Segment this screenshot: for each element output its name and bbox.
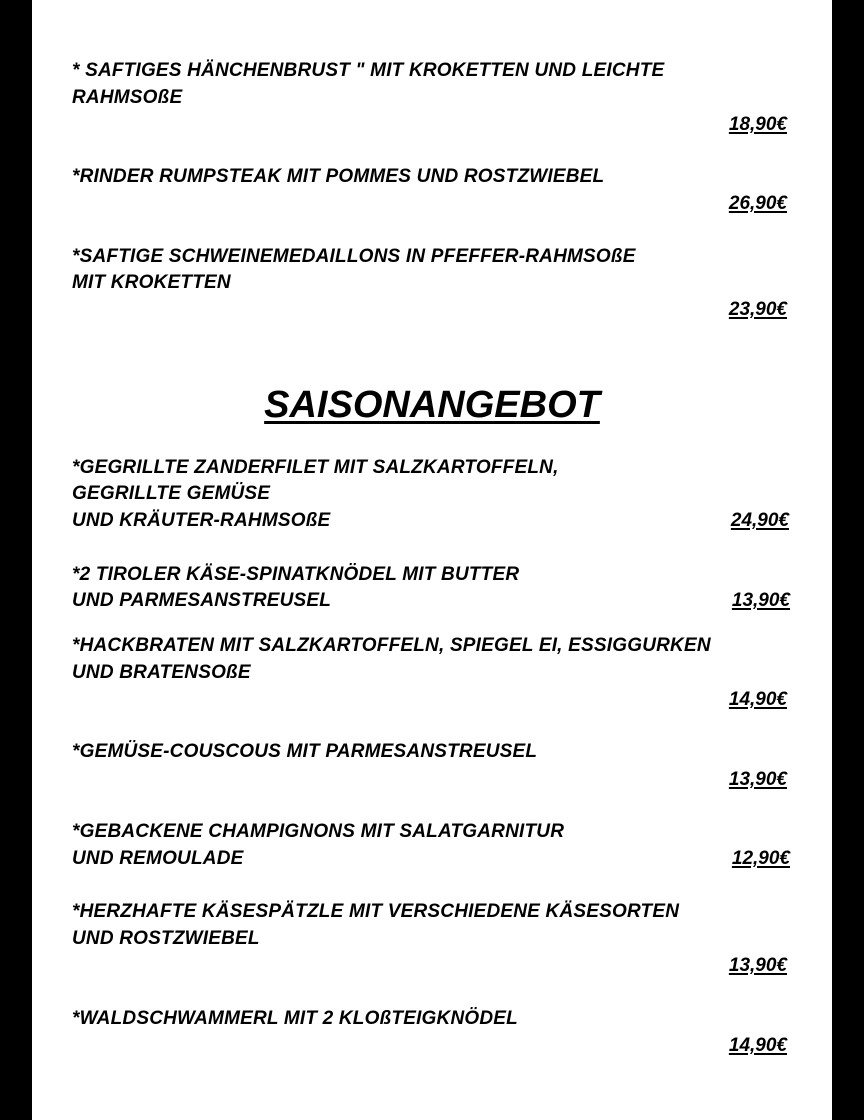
menu-item-line: *HERZHAFTE KÄSESPÄTZLE MIT VERSCHIEDENE KÄSESORTEN	[72, 901, 680, 922]
menu-item-line: *WALDSCHWAMMERL MIT 2 KLOßTEIGKNÖDEL	[72, 1008, 518, 1029]
menu-item-line: *GEMÜSE-COUSCOUS MIT PARMESANSTREUSEL	[72, 741, 538, 762]
menu-item-line: UND KRÄUTER-RAHMSOßE	[72, 510, 331, 531]
menu-item-line: UND REMOULADE	[72, 848, 244, 869]
menu-item-line: RAHMSOßE	[72, 87, 183, 108]
menu-item-price: 14,90€	[728, 689, 787, 710]
menu-item-line: UND ROSTZWIEBEL	[72, 928, 260, 949]
menu-page	[32, 0, 832, 1120]
menu-item-price: 13,90€	[728, 955, 787, 976]
menu-item-price: 13,90€	[731, 590, 790, 611]
menu-item-line: *HACKBRATEN MIT SALZKARTOFFELN, SPIEGEL EI, ESSIGGURKEN	[72, 635, 711, 656]
menu-item-line: *GEGRILLTE ZANDERFILET MIT SALZKARTOFFELN,	[72, 457, 559, 478]
menu-item-line: * SAFTIGES HÄNCHENBRUST " MIT KROKETTEN UND LEICHTE	[72, 60, 665, 81]
menu-item-price: 13,90€	[728, 769, 787, 790]
menu-item-line: MIT KROKETTEN	[72, 272, 231, 293]
menu-item-line: *RINDER RUMPSTEAK MIT POMMES UND ROSTZWIEBEL	[72, 166, 605, 187]
menu-item-price: 12,90€	[731, 848, 790, 869]
menu-item-price: 23,90€	[728, 299, 787, 320]
menu-item-line: *2 TIROLER KÄSE-SPINATKNÖDEL MIT BUTTER	[72, 564, 520, 585]
menu-item-price: 24,90€	[730, 510, 789, 531]
menu-item-line: *SAFTIGE SCHWEINEMEDAILLONS IN PFEFFER-RAHMSOßE	[72, 246, 636, 267]
menu-item-line: *GEBACKENE CHAMPIGNONS MIT SALATGARNITUR	[72, 821, 565, 842]
menu-item-line: GEGRILLTE GEMÜSE	[72, 483, 271, 504]
section-heading: SAISONANGEBOT	[264, 384, 600, 426]
menu-item-price: 14,90€	[728, 1035, 787, 1056]
menu-item-line: UND BRATENSOßE	[72, 662, 251, 683]
menu-item-price: 18,90€	[728, 114, 787, 135]
menu-item-price: 26,90€	[728, 193, 787, 214]
menu-item-line: UND PARMESANSTREUSEL	[72, 590, 332, 611]
